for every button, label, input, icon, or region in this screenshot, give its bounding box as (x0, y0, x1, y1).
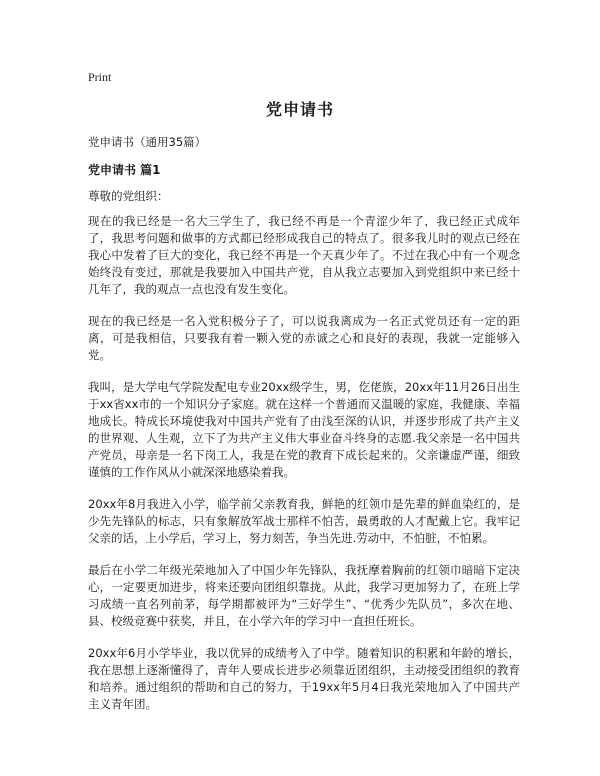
document-subtitle: 党申请书（通用35篇） (88, 135, 207, 149)
paragraph: 我叫，是大学电气学院发配电专业20xx级学生，男，仡佬族，20xx年11月26日出生于xx省xx市的一个知识分子家庭。就在这样一个普通而又温暖的家庭，我健康、幸福地成长。特成长环境使我对中国共产党有了由浅至深的认识，并逐步形成了共产主义的世界观、人生观，立下了为共产主义伟大事业奋斗终身的志愿.我父亲是一名中国共产党员，母亲是一名下岗工人，我是在党的教育下成长起来的。父亲谦虚严谨，细致谨慎的工作作风从小就深深地感染着我。 (88, 380, 520, 479)
paragraph: 最后在小学二年级光荣地加入了中国少年先锋队，我抚摩着胸前的红领巾暗暗下定决心，一定要更加进步，将来还要向团组织靠拢。从此，我学习更加努力了，在班上学习成绩一直名列前茅，每学期都被评为“三好学生”、“优秀少先队员”，多次在地、县、校级竞赛中获奖，并且，在小学六年的学习中一直担任班长。 (88, 563, 520, 628)
print-link[interactable]: Print (88, 70, 112, 84)
paragraph: 现在的我已经是一名大三学生了，我已经不再是一个青涩少年了，我已经正式成年了，我思考问题和做事的方式都已经形成我自己的特点了。很多我儿时的观点已经在我心中发着了巨大的变化，我已经不再是一个天真少年了。不过在我心中有一个观念始终没有变过，那就是我要加入中国共产党，自从我立志要加入到党组织中来已经十几年了，我的观点一点也没有发生变化。 (88, 214, 520, 296)
paragraph: 现在的我已经是一名入党积极分子了，可以说我离成为一名正式党员还有一定的距离，可是我相信，只要我有着一颗入党的赤诚之心和良好的表现，我就一定能够入党。 (88, 314, 520, 362)
document-body (88, 213, 520, 728)
paragraph: 20xx年6月小学毕业，我以优异的成绩考入了中学。随着知识的积累和年龄的增长，我在思想上逐渐懂得了，青年人要成长进步必须靠近团组织，主动接受团组织的教育和培养。通过组织的帮助和自己的努力，于19xx年5月4日我光荣地加入了中国共产主义青年团。 (88, 646, 520, 711)
salutation: 尊敬的党组织： (88, 189, 169, 203)
document-title: 党申请书 (265, 100, 334, 119)
section-heading: 党申请书 篇1 (88, 163, 161, 177)
paragraph: 20xx年8月我进入小学，临学前父亲教育我，鲜艳的红领巾是先辈的鲜血染红的，是少先先锋队的标志，只有象解放军战士那样不怕苦，最勇敢的人才配戴上它。我牢记父亲的话，上小学后，学习上，努力刻苦，争当先进.劳动中，不怕脏，不怕累。 (88, 497, 520, 545)
